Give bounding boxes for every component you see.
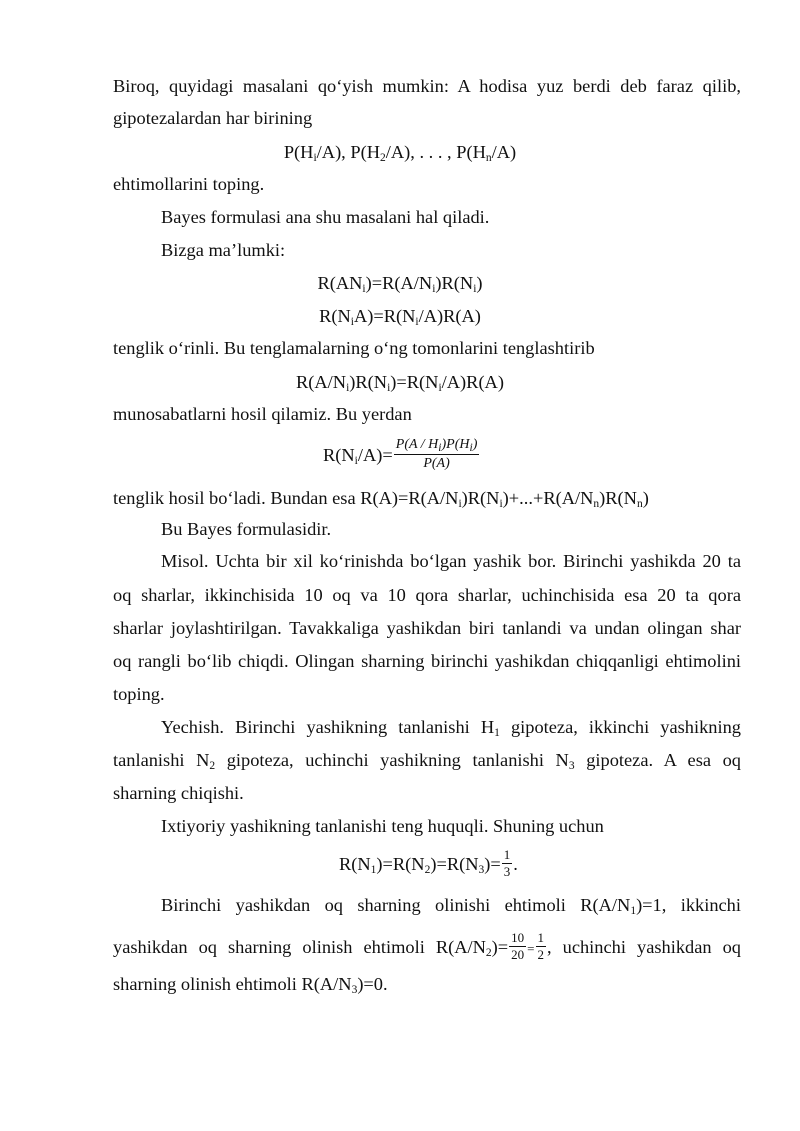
paragraph-line: sharning chiqishi. [113, 783, 244, 803]
paragraph-line: ehtimollarini toping. [113, 174, 265, 194]
paragraph-line: Bayes formulasi ana shu masalani hal qiladi. [161, 207, 490, 227]
paragraph-line: yashikdan oq sharning olinish ehtimoli $R(A/N_2)=$ $\frac{10}{20}$ = $\frac{1}{2}$ , uchinchi yashikdan oq [113, 930, 741, 963]
bayes-denominator: P(A) [423, 456, 450, 472]
one-half-fraction: $\frac{1}{2}$ [537, 930, 544, 963]
paragraph-line: Bu Bayes formulasidir. [161, 519, 332, 539]
paragraph-line: oq rangli bo‘lib chiqdi. Olingan sharning birinchi yashikdan chiqqanligi ehtimolini [113, 651, 741, 671]
formula-product-2: $R(N_iA)=R(N_i/A)R(A)$ [319, 306, 481, 328]
formula-product-1: $R(AN_i)=R(A/N_i)R(N_i)$ [317, 273, 483, 295]
paragraph-line: sharlar joylashtirilgan. Tavakkaliga yashikdan biri tanlandi va undan olingan shar [113, 618, 741, 638]
formula-posterior-list: $P(H_i/A)$, $P(H_2/A)$, . . . , $P(H_n/A)$ [283, 142, 517, 164]
paragraph-line: tenglik o‘rinli. Bu tenglamalarning o‘ng tomonlarini tenglashtirib [113, 338, 595, 358]
bayes-fraction [394, 436, 480, 473]
paragraph-line: Misol. Uchta bir xil ko‘rinishda bo‘lgan yashik bor. Birinchi yashikda 20 ta [161, 551, 741, 571]
paragraph-line: munosabatlarni hosil qilamiz. Bu yerdan [113, 404, 412, 424]
paragraph-line: oq sharlar, ikkinchisida 10 oq va 10 qora sharlar, uchinchisida esa 20 ta qora [113, 585, 741, 605]
formula-bayes: $R(N_i/A)=$ $\frac{P(A / H_i)P(H_i)}{P(A)}$ [323, 437, 478, 472]
paragraph-line: toping. [113, 684, 165, 704]
formula-equality: $R(A/N_i)R(N_i)=R(N_i/A)R(A)$ [296, 372, 504, 394]
paragraph-line: tenglik hosil bo‘ladi. Bundan esa $R(A)=R(A/N_i)R(N_i)+...+R(A/N_n)R(N_n)$ [113, 488, 649, 510]
paragraph-line: gipotezalardan har birining [113, 108, 313, 128]
one-third-fraction: $\frac{1}{3}$ [503, 847, 511, 880]
paragraph-line: Yechish. Birinchi yashikning tanlanishi $H_1$ gipoteza, ikkinchi yashikning [161, 717, 741, 739]
paragraph-line: Biroq, quyidagi masalani qo‘yish mumkin: A hodisa yuz berdi deb faraz qilib, [113, 76, 741, 96]
paragraph-line: sharning olinish ehtimoli $R(A/N_3)=0$. [113, 974, 388, 996]
paragraph-line: tanlanishi $N_2$ gipoteza, uchinchi yashikning tanlanishi $N_3$ gipoteza. A esa oq [113, 750, 741, 772]
ten-twentieths-fraction: $\frac{10}{20}$ [511, 930, 525, 963]
paragraph-line: Ixtiyoriy yashikning tanlanishi teng huquqli. Shuning uchun [161, 816, 604, 836]
formula-equal-probabilities: $R(N_1)=R(N_2)=R(N_3)=$ $\frac{1}{3}$ . [339, 847, 518, 880]
paragraph-line: Birinchi yashikdan oq sharning olinishi ehtimoli $R(A/N_1)=1$, ikkinchi [161, 895, 741, 917]
paragraph-line: Bizga ma’lumki: [161, 240, 286, 260]
bayes-numerator: $P(A / H_i)P(H_i)$ [395, 437, 478, 455]
